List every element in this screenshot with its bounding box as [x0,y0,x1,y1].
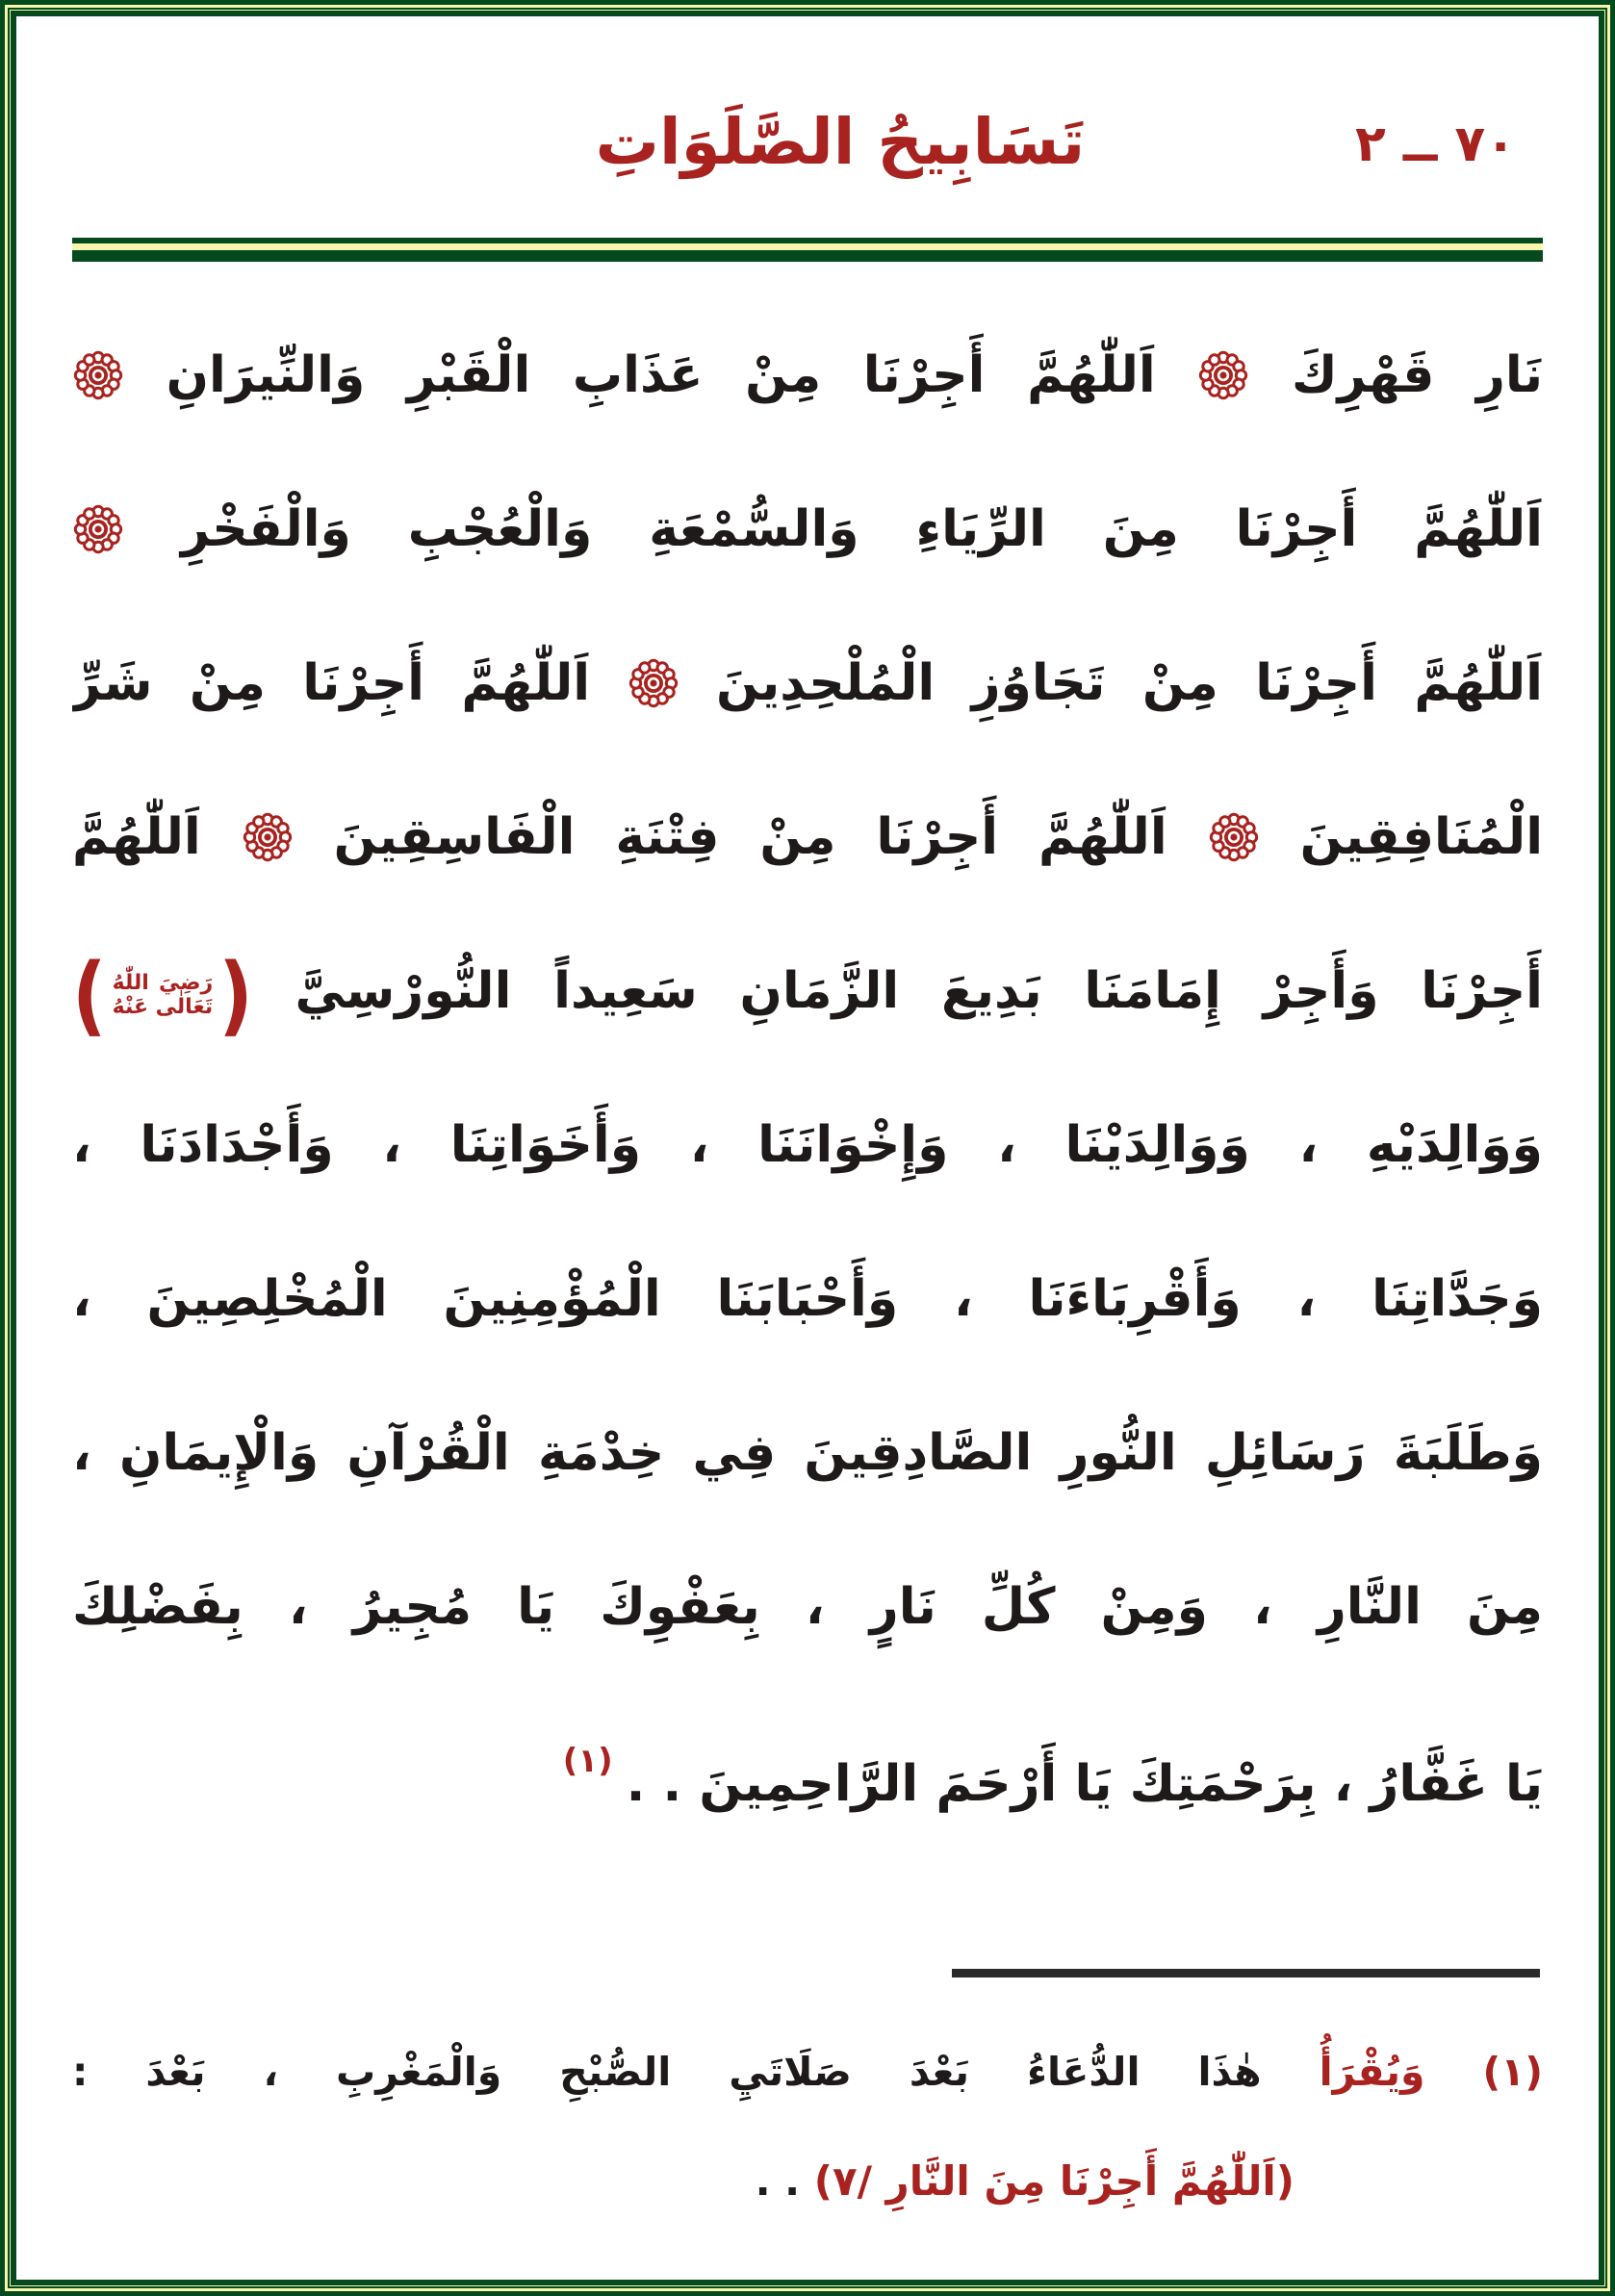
prayer-segment: وَجَدَّاتِنَا ، وَأَقْرِبَاءَنَا ، وَأَحْبَابَنَا الْمُؤْمِنِينَ الْمُخْلِصِينَ ، [72,1270,1543,1328]
seal-close-paren: ) [218,946,253,1046]
book-page [16,16,1599,2280]
footnote-trailing-dots: . . [755,2157,801,2205]
prayer-segment: يَا غَفَّارُ ، بِرَحْمَتِكَ يَا أَرْحَمَ الرَّاحِمِينَ . . [626,1755,1543,1813]
prayer-segment: اَللّٰهُمَّ أَجِرْنَا مِنَ الرِّيَاءِ وَالسُّمْعَةِ وَالْعُجْبِ وَالْفَخْرِ [180,500,1543,558]
prayer-segment: أَجِرْنَا وَأَجِرْ إِمَامَنَا بَدِيعَ الزَّمَانِ سَعِيداً النُّورْسِيَّ [295,962,1543,1020]
prayer-segment: اَللّٰهُمَّ [72,808,201,866]
prayer-line-9 [72,1530,1543,1684]
seal-text [113,972,213,1019]
prayer-line-3 [72,606,1543,760]
footnote-reference: (١) [562,1742,613,1780]
prayer-line-1 [72,298,1543,452]
rosette-ornament-icon [628,657,679,709]
prayer-text-block [72,298,1543,1838]
seal-text-line1: رَضِيَ اللّٰهُ [112,971,214,996]
prayer-segment: نَارِ قَهْرِكَ [1292,346,1543,404]
border-cream-2 [10,10,1605,2286]
rosette-ornament-icon [1197,349,1249,401]
header-rule-cream [72,243,1543,250]
border-cream-1 [5,5,1610,2291]
rosette-ornament-icon [72,349,124,401]
footnote-marker: (١) [1482,2049,1544,2095]
prayer-segment: اَللّٰهُمَّ أَجِرْنَا مِنْ شَرِّ [72,654,591,712]
prayer-line-10 [72,1684,1543,1838]
page-header [72,49,1543,236]
prayer-line-5 [72,914,1543,1068]
seal-open-paren: ( [72,946,107,1046]
radiallahu-anhu-seal [72,946,253,1046]
prayer-segment: وَطَلَبَةَ رَسَائِلِ النُّورِ الصَّادِقِينَ فِي خِدْمَةِ الْقُرْآنِ وَالْإِيمَانِ ، [72,1424,1543,1482]
footnote-dua-text: (اَللّٰهُمَّ أَجِرْنَا مِنَ النَّارِ /٧) [813,2157,1295,2205]
prayer-line-2 [72,452,1543,606]
prayer-line-7 [72,1222,1543,1376]
border-green-2 [8,8,1607,2288]
prayer-segment: اَللّٰهُمَّ أَجِرْنَا مِنْ فِتْنَةِ الْفَاسِقِينَ [333,808,1167,866]
page-title: تَسَابِيحُ الصَّلَوَاتِ [595,105,1086,179]
footnote-line-1 [72,2016,1543,2128]
prayer-line-8 [72,1376,1543,1530]
prayer-line-6 [72,1068,1543,1222]
footnote-line-2 [72,2128,1295,2235]
rosette-ornament-icon [1208,811,1260,863]
prayer-segment: وَوَالِدَيْهِ ، وَوَالِدَيْنَا ، وَإِخْوَانَنَا ، وَأَخَوَاتِنَا ، وَأَجْدَادَنَا ، [72,1116,1543,1174]
seal-text-line2: تَعَالٰى عَنْهُ [112,995,214,1019]
rosette-ornament-icon [242,811,294,863]
rosette-ornament-icon [72,503,124,555]
footnote-body-text: هٰذَا الدُّعَاءُ بَعْدَ صَلَاتَيِ الصُّبْحِ وَالْمَغْرِبِ ، بَعْدَ : [72,2049,1262,2095]
header-rule [72,238,1543,262]
prayer-line-4 [72,760,1543,914]
prayer-segment: مِنَ النَّارِ ، وَمِنْ كُلِّ نَارٍ ، بِعَفْوِكَ يَا مُجِيرُ ، بِفَضْلِكَ [72,1578,1543,1636]
page-number: ٧٠ ــ ٢ [1355,115,1516,173]
border-inner-green [11,11,1604,2285]
prayer-segment: اَللّٰهُمَّ أَجِرْنَا مِنْ عَذَابِ الْقَبْرِ وَالنِّيرَانِ [166,346,1156,404]
footnote-divider-rule [952,1969,1540,1977]
prayer-segment: الْمُنَافِقِينَ [1299,808,1543,866]
prayer-segment: اَللّٰهُمَّ أَجِرْنَا مِنْ تَجَاوُزِ الْمُلْحِدِينَ [715,654,1543,712]
header-rule-green-bottom [72,250,1543,262]
footnote-section [72,1969,1543,2235]
footnote-lead-word: وَيُقْرَأُ [1319,2049,1425,2095]
